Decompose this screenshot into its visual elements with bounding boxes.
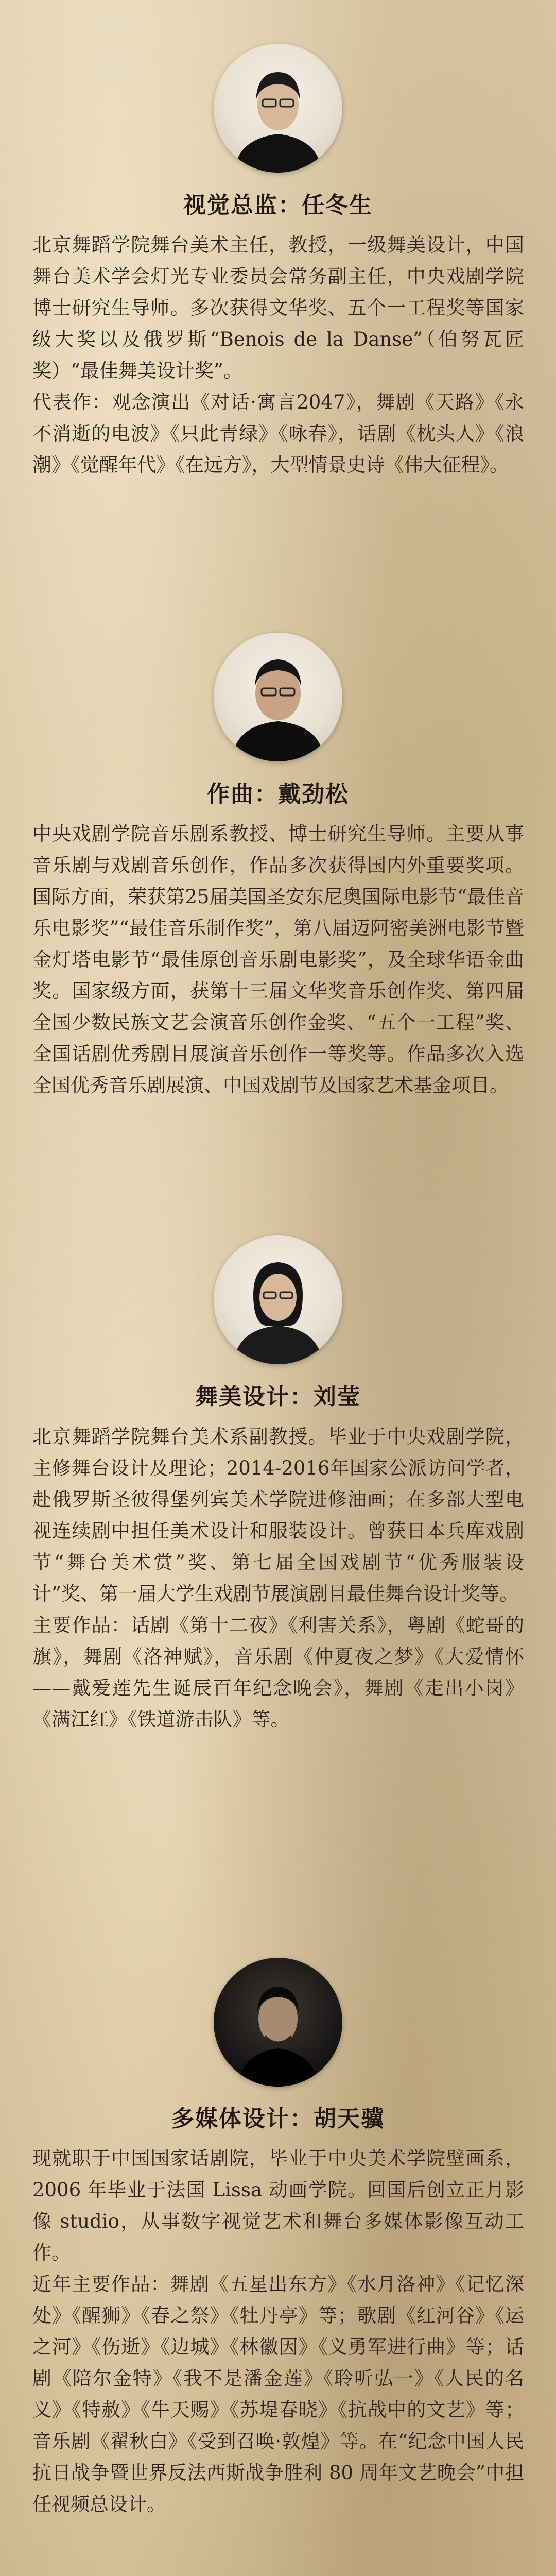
bio-paragraph: 近年主要作品：舞剧《五星出东方》《水月洛神》《记忆深处》《醒狮》《春之祭》《牡丹亭》等；歌剧《红河谷》《运之河》《伤逝》《边城》《林徽因》《义勇军进行曲》等；话剧《陪尔金特》《我不是潘金莲》《聆听弘一》《人民的名义》《特赦》《牛天赐》《苏堤春晓》《抗战中的文艺》等；音乐剧《翟秋白》《受到召唤·敦煌》等。在“纪念中国人民抗日战争暨世界反法西斯战争胜利 80 周年文艺晚会”中担任视频总设计。 bbox=[32, 2273, 524, 2515]
bio-paragraph: 现就职于中国国家话剧院，毕业于中央美术学院壁画系，2006 年毕业于法国 Lissa 动画学院。回国后创立正月影像 studio，从事数字视觉艺术和舞台多媒体影像互动工作。 bbox=[32, 2147, 524, 2264]
avatar-liu-ying bbox=[214, 1235, 342, 1364]
person-title-hu-tianji: 多媒体设计：胡天骥 bbox=[171, 2106, 385, 2132]
avatar-ren-dongsheng bbox=[214, 44, 342, 173]
avatar-dai-jinsong bbox=[214, 633, 342, 761]
bio-paragraph: 主要作品：话剧《第十二夜》《利害关系》，粤剧《蛇哥的旗》，舞剧《洛神赋》，音乐剧《仲夏夜之梦》《大爱情怀——戴爱莲先生诞辰百年纪念晚会》，舞剧《走出小岗》《满江红》《铁道游击队》等。 bbox=[32, 1614, 524, 1731]
person-title-ren-dongsheng: 视觉总监：任冬生 bbox=[183, 192, 373, 218]
person-bio-hu-tianji bbox=[32, 2143, 524, 2520]
person-bio-liu-ying bbox=[32, 1421, 524, 1735]
person-title-liu-ying: 舞美设计：刘莹 bbox=[195, 1384, 361, 1410]
avatar-hu-tianji bbox=[214, 1958, 342, 2087]
bio-paragraph: 北京舞蹈学院舞台美术主任，教授，一级舞美设计，中国舞台美术学会灯光专业委员会常务副主任，中央戏剧学院博士研究生导师。多次获得文华奖、五个一工程奖等国家级大奖以及俄罗斯“Benois de la Danse”（伯努瓦匠奖）“最佳舞美设计奖”。 bbox=[32, 234, 524, 382]
bio-paragraph: 代表作：观念演出《对话·寓言2047》，舞剧《天路》《永不消逝的电波》《只此青绿》《咏春》，话剧《枕头人》《浪潮》《觉醒年代》《在远方》，大型情景史诗《伟大征程》。 bbox=[32, 391, 524, 476]
person-bio-dai-jinsong bbox=[32, 818, 524, 1101]
bio-paragraph: 中央戏剧学院音乐剧系教授、博士研究生导师。主要从事音乐剧与戏剧音乐创作，作品多次获得国内外重要奖项。国际方面，荣获第25届美国圣安东尼奥国际电影节“最佳音乐电影奖”“最佳音乐制作奖”，第八届迈阿密美洲电影节暨金灯塔电影节“最佳原创音乐剧电影奖”，及全球华语金曲奖。国家级方面，获第十三届文华奖音乐创作奖、第四届全国少数民族文艺会演音乐创作金奖、“五个一工程”奖、全国话剧优秀剧目展演音乐创作一等奖等。作品多次入选全国优秀音乐剧展演、中国戏剧节及国家艺术基金项目。 bbox=[32, 823, 524, 1096]
person-title-dai-jinsong: 作曲：戴劲松 bbox=[207, 781, 349, 807]
person-bio-ren-dongsheng bbox=[32, 229, 524, 481]
bio-paragraph: 北京舞蹈学院舞台美术系副教授。毕业于中央戏剧学院，主修舞台设计及理论；2014-2016年国家公派访问学者，赴俄罗斯圣彼得堡列宾美术学院进修油画；在多部大型电视连续剧中担任美术设计和服装设计。曾获日本兵库戏剧节“舞台美术赏”奖、第七届全国戏剧节“优秀服装设计”奖、第一届大学生戏剧节展演剧目最佳舞台设计奖等。 bbox=[32, 1426, 524, 1605]
